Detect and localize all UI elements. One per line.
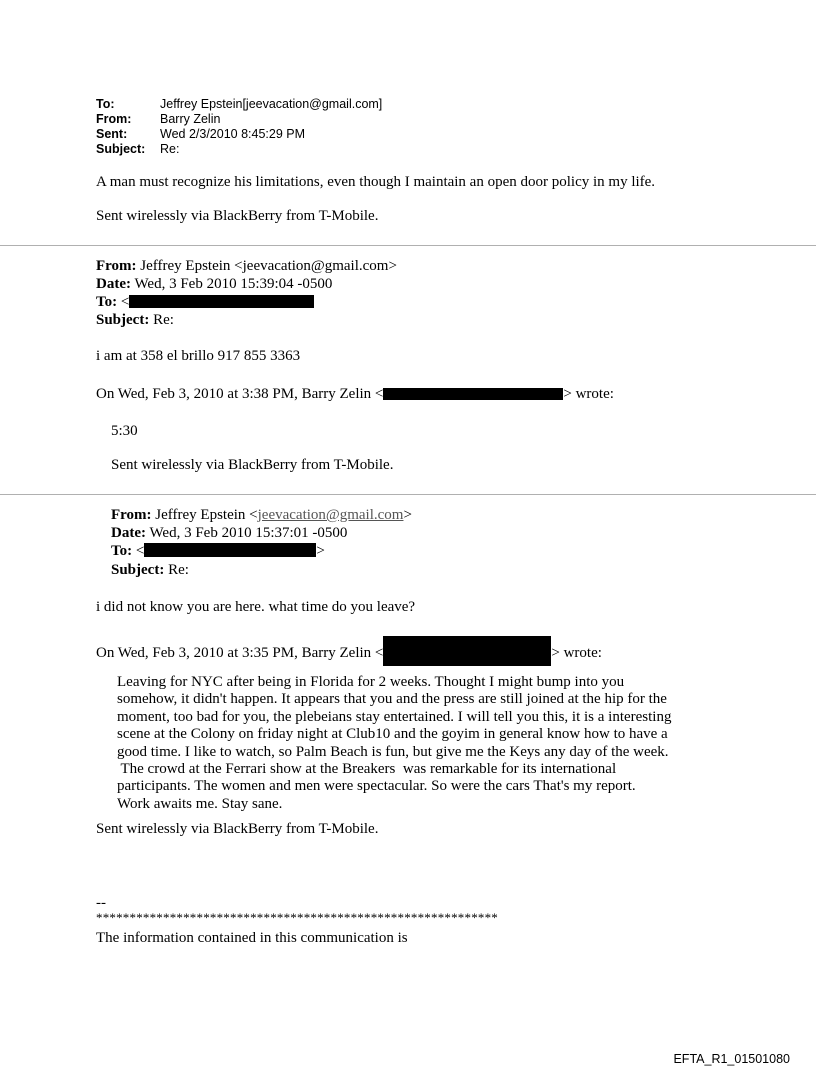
msg3-from-prefix: Jeffrey Epstein < bbox=[155, 507, 258, 523]
msg3-signature: Sent wirelessly via BlackBerry from T-Mobile. bbox=[96, 821, 379, 837]
msg2-date-label: Date: bbox=[96, 276, 131, 292]
divider bbox=[0, 245, 816, 246]
msg3-date-value: Wed, 3 Feb 2010 15:37:01 -0500 bbox=[149, 525, 348, 541]
msg2-to-prefix: < bbox=[120, 294, 130, 310]
document-id: EFTA_R1_01501080 bbox=[673, 1052, 790, 1066]
to-label: To: bbox=[96, 97, 115, 111]
msg3-date bbox=[111, 525, 347, 542]
msg2-subject bbox=[96, 312, 174, 329]
msg3-quoted-paragraph bbox=[117, 674, 717, 813]
redaction-bar bbox=[383, 388, 563, 400]
msg2-subject-label: Subject: bbox=[96, 312, 150, 328]
message-body: A man must recognize his limitations, even though I maintain an open door policy in my life. bbox=[96, 174, 656, 190]
msg2-quote-intro-end: > wrote: bbox=[563, 386, 614, 402]
msg2-from-value: Jeffrey Epstein <jeevacation@gmail.com> bbox=[140, 258, 397, 274]
msg3-subject-label: Subject: bbox=[111, 562, 165, 578]
message-signature: Sent wirelessly via BlackBerry from T-Mobile. bbox=[96, 208, 379, 224]
redaction-bar bbox=[129, 295, 314, 308]
redaction-bar bbox=[144, 543, 316, 557]
quoted-line: moment, too bad for you, the plebeians stay entertained. I will tell you this, it is a interesting bbox=[117, 708, 672, 725]
msg2-body: i am at 358 el brillo 917 855 3363 bbox=[96, 348, 301, 364]
msg3-from bbox=[111, 507, 412, 524]
msg2-to bbox=[96, 294, 314, 311]
to-value: Jeffrey Epstein[jeevacation@gmail.com] bbox=[160, 97, 383, 111]
msg3-quote-intro-start: On Wed, Feb 3, 2010 at 3:35 PM, Barry Zelin < bbox=[96, 645, 384, 661]
msg2-quoted-signature: Sent wirelessly via BlackBerry from T-Mobile. bbox=[111, 457, 394, 473]
msg3-from-label: From: bbox=[111, 507, 152, 523]
subject-value: Re: bbox=[160, 142, 180, 156]
msg3-from-suffix: > bbox=[403, 507, 412, 523]
msg3-to-suffix: > bbox=[316, 543, 325, 559]
quoted-line: participants. The women and men were spectacular. So were the cars That's my report. bbox=[117, 778, 636, 795]
quoted-line: somehow, it didn't happen. It appears that you and the press are still joined at the hip for the bbox=[117, 691, 667, 708]
msg3-to bbox=[111, 543, 325, 560]
quoted-line: good time. I like to watch, so Palm Beach is fun, but give me the Keys any day of the week. bbox=[117, 743, 669, 760]
footer-stars: ************************************************************ bbox=[96, 910, 498, 925]
divider bbox=[0, 494, 816, 495]
msg3-date-label: Date: bbox=[111, 525, 146, 541]
msg2-quoted-body: 5:30 bbox=[111, 423, 138, 439]
msg2-date-value: Wed, 3 Feb 2010 15:39:04 -0500 bbox=[134, 276, 333, 292]
msg3-body: i did not know you are here. what time do you leave? bbox=[96, 599, 416, 615]
msg3-subject bbox=[111, 562, 189, 579]
msg3-quote-intro bbox=[96, 636, 602, 666]
footer-dashes: -- bbox=[96, 895, 106, 911]
msg2-date bbox=[96, 276, 332, 293]
msg3-quote-intro-end: > wrote: bbox=[551, 645, 602, 661]
email-link[interactable]: jeevacation@gmail.com bbox=[257, 507, 404, 523]
from-value: Barry Zelin bbox=[160, 112, 221, 126]
msg3-to-prefix: < bbox=[135, 543, 145, 559]
msg3-subject-value: Re: bbox=[168, 562, 189, 578]
quoted-line: The crowd at the Ferrari show at the Breakers was remarkable for its international bbox=[117, 761, 617, 778]
subject-label: Subject: bbox=[96, 142, 146, 156]
from-label: From: bbox=[96, 112, 132, 126]
msg2-quote-intro-start: On Wed, Feb 3, 2010 at 3:38 PM, Barry Zelin < bbox=[96, 386, 384, 402]
sent-label: Sent: bbox=[96, 127, 128, 141]
msg2-from-label: From: bbox=[96, 258, 137, 274]
msg2-quote-intro bbox=[96, 386, 614, 403]
redaction-bar bbox=[383, 636, 551, 666]
msg2-from bbox=[96, 258, 397, 275]
footer-disclaimer: The information contained in this communication is bbox=[96, 930, 408, 946]
msg2-subject-value: Re: bbox=[153, 312, 174, 328]
quoted-line: Leaving for NYC after being in Florida for 2 weeks. Thought I might bump into you bbox=[117, 674, 625, 690]
msg3-to-label: To: bbox=[111, 543, 133, 559]
sent-value: Wed 2/3/2010 8:45:29 PM bbox=[160, 127, 306, 141]
quoted-line: Work awaits me. Stay sane. bbox=[117, 795, 283, 812]
quoted-line: scene at the Colony on friday night at Club10 and the goyim in general know how to have a bbox=[117, 726, 668, 743]
msg2-to-label: To: bbox=[96, 294, 118, 310]
